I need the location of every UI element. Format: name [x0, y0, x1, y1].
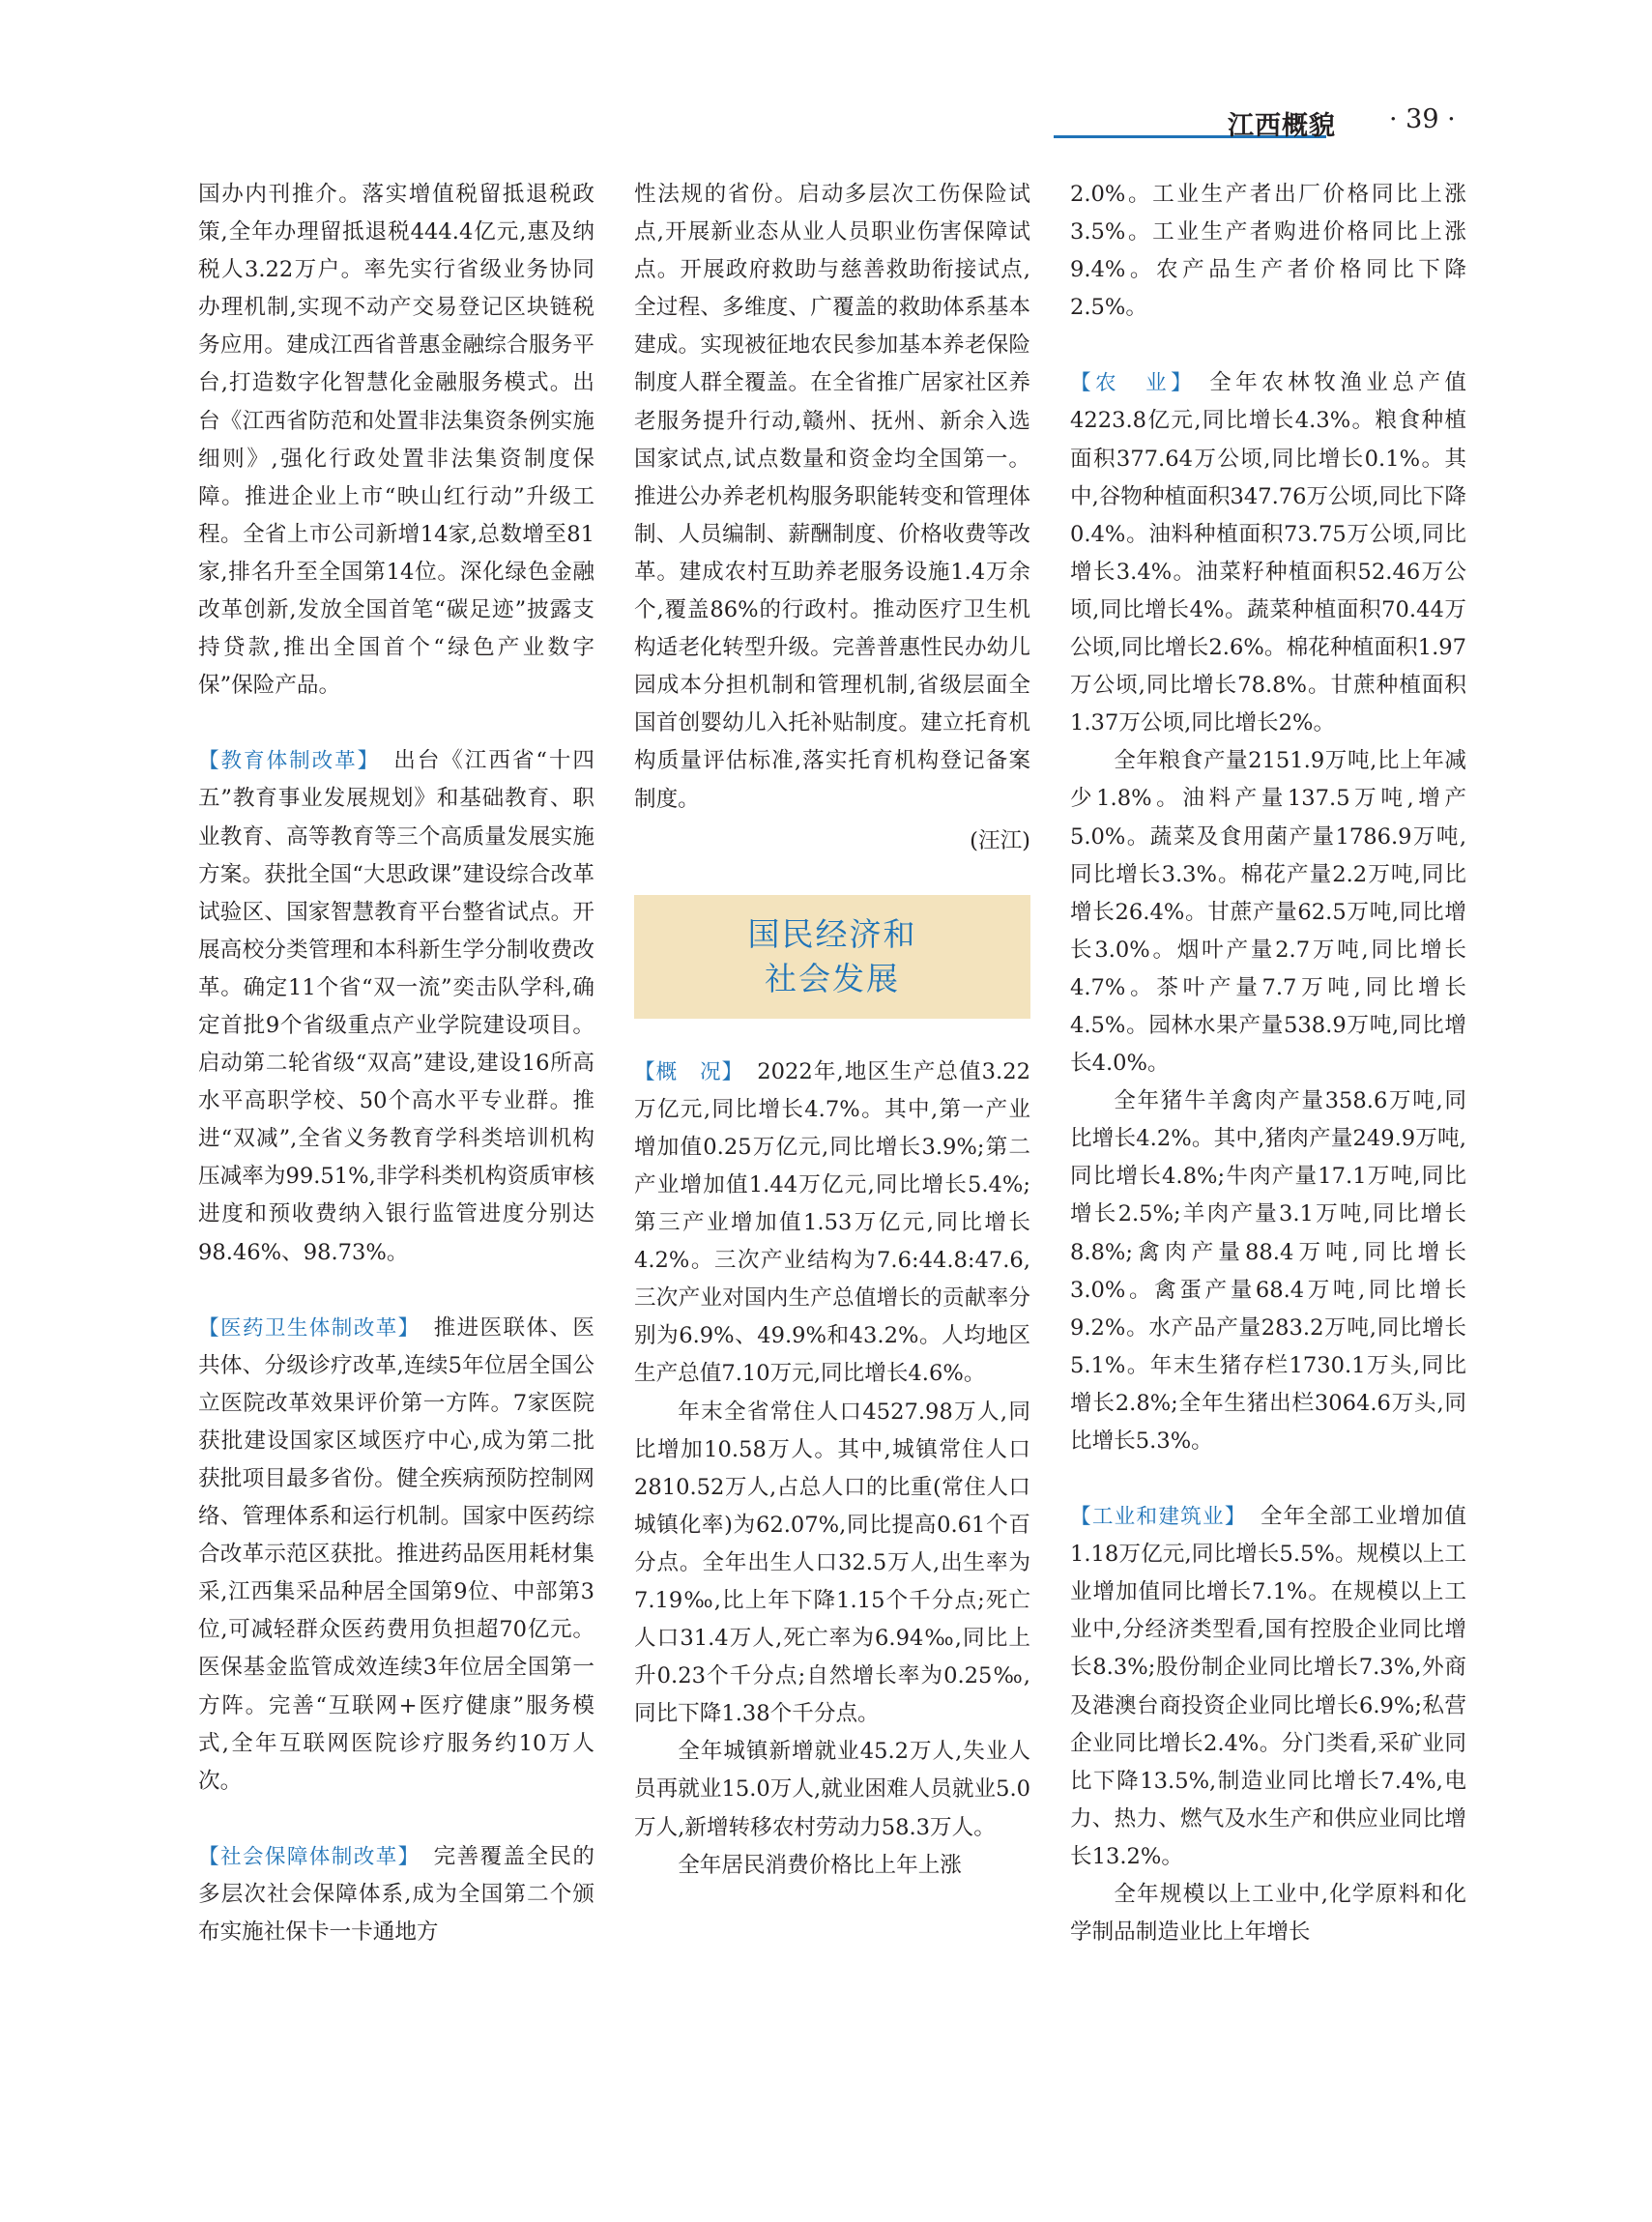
- column-2: [634, 176, 1030, 1885]
- column-1: [198, 176, 594, 1951]
- paragraph-finance-reform: 国办内刊推介。落实增值税留抵退税政策,全年办理留抵退税444.4亿元,惠及纳税人3.22万户。率先实行省级业务协同办理机制,实现不动产交易登记区块链税务应用。建成江西省普惠金融综合服务平台,打造数字化智慧化金融服务模式。出台《江西省防范和处置非法集资条例实施细则》,强化行政处置非法集资制度保障。推进企业上市“映山红行动”升级工程。全省上市公司新增14家,总数增至81家,排名升至全国第14位。深化绿色金融改革创新,发放全国首笔“碳足迹”披露支持贷款,推出全国首个“绿色产业数字保”保险产品。: [198, 182, 594, 699]
- paragraph-grain-output: 全年粮食产量2151.9万吨,比上年减少1.8%。油料产量137.5万吨,增产5.0%。蔬菜及食用菌产量1786.9万吨,同比增长3.3%。棉花产量2.2万吨,同比增长26.4%。甘蔗产量62.5万吨,同比增长3.0%。烟叶产量2.7万吨,同比增长4.7%。茶叶产量7.7万吨,同比增长4.5%。园林水果产量538.9万吨,同比增长4.0%。: [1070, 748, 1466, 1077]
- page-number: · 39 ·: [1389, 104, 1456, 134]
- paragraph-population: 年末全省常住人口4527.98万人,同比增加10.58万人。其中,城镇常住人口2810.52万人,占总人口的比重(常住人口城镇化率)为62.07%,同比提高0.61个百分点。全年出生人口32.5万人,出生率为7.19‰,比上年下降1.15个千分点;死亡人口31.4万人,死亡率为6.94‰,同比上升0.23个千分点;自然增长率为0.25‰,同比下降1.38个千分点。: [634, 1399, 1030, 1727]
- paragraph-meat-output: 全年猪牛羊禽肉产量358.6万吨,同比增长4.2%。其中,猪肉产量249.9万吨,同比增长4.8%;牛肉产量17.1万吨,同比增长2.5%;羊肉产量3.1万吨,同比增长8.8%;禽肉产量88.4万吨,同比增长3.0%。禽蛋产量68.4万吨,同比增长9.2%。水产品产量283.2万吨,同比增长5.1%。年末生猪存栏1730.1万头,同比增长2.8%;全年生猪出栏3064.6万头,同比增长5.3%。: [1070, 1088, 1466, 1454]
- section-tag-education: 【教育体制改革】: [198, 749, 381, 774]
- paragraph-employment: 全年城镇新增就业45.2万人,失业人员再就业15.0万人,就业困难人员就业5.0万人,新增转移农村劳动力58.3万人。: [634, 1739, 1030, 1840]
- paragraph-social-security-cont: 性法规的省份。启动多层次工伤保险试点,开展新业态从业人员职业伤害保障试点。开展政府救助与慈善救助衔接试点,全过程、多维度、广覆盖的救助体系基本建成。实现被征地农民参加基本养老保险制度人群全覆盖。在全省推广居家社区养老服务提升行动,赣州、抚州、新余入选国家试点,试点数量和资金均全国第一。推进公办养老机构服务职能转变和管理体制、人员编制、薪酬制度、价格收费等改革。建成农村互助养老服务设施1.4万余个,覆盖86%的行政村。推动医疗卫生机构适老化转型升级。完善普惠性民办幼儿园成本分担机制和管理机制,省级层面全国首创婴幼儿入托补贴制度。建立托育机构质量评估标准,落实托育机构登记备案制度。: [634, 182, 1030, 812]
- section-tag-industry: 【工业和建筑业】: [1070, 1505, 1247, 1530]
- author-signature: (汪江): [970, 827, 1030, 853]
- column-3: [1070, 176, 1466, 1951]
- education-text: 出台《江西省“十四五”教育事业发展规划》和基础教育、职业教育、高等教育等三个高质量发展实施方案。获批全国“大思政课”建设综合改革试验区、国家智慧教育平台整省试点。开展高校分类管理和本科新生学分制收费改革。确定11个省“双一流”奕击队学科,确定首批9个省级重点产业学院建设项目。启动第二轮省级“双高”建设,建设16所高水平高职学校、50个高水平专业群。推进“双减”,全省义务教育学科类培训机构压减率为99.51%,非学科类机构资质审核进度和预收费纳入银行监管进度分别达98.46%、98.73%。: [198, 748, 594, 1265]
- chapter-title-line2: 社会发展: [765, 959, 900, 997]
- medical-text: 推进医联体、医共体、分级诊疗改革,连续5年位居全国公立医院改革效果评价第一方阵。7家医院获批建设国家区域医疗中心,成为第二批获批项目最多省份。健全疾病预防控制网络、管理体系和运行机制。国家中医药综合改革示范区获批。推进药品医用耗材集采,江西集采品种居全国第9位、中部第3位,可减轻群众医药费用负担超70亿元。医保基金监管成效连续3年位居全国第一方阵。完善“互联网+医疗健康”服务模式,全年互联网医院诊疗服务约10万人次。: [198, 1314, 594, 1794]
- industry-text: 全年全部工业增加值1.18万亿元,同比增长5.5%。规模以上工业增加值同比增长7.1%。在规模以上工业中,分经济类型看,国有控股企业同比增长8.3%;股份制企业同比增长7.3%,外商及港澳台商投资企业同比增长6.9%;私营企业同比增长2.4%。分门类看,采矿业同比下降13.5%,制造业同比增长7.4%,电力、热力、燃气及水生产和供应业同比增长13.2%。: [1070, 1504, 1466, 1869]
- section-education-reform: [198, 742, 594, 1271]
- section-overview: [634, 1053, 1030, 1394]
- overview-text: 2022年,地区生产总值3.22万亿元,同比增长4.7%。其中,第一产业增加值0.25万亿元,同比增长3.9%;第二产业增加值1.44万亿元,同比增长5.4%;第三产业增加值1.53万亿元,同比增长4.2%。三次产业结构为7.6:44.8:47.6,三次产业对国内生产总值增长的贡献率分别为6.9%、49.9%和43.2%。人均地区生产总值7.10万元,同比增长4.6%。: [634, 1058, 1030, 1387]
- section-tag-overview: 【概 况】: [634, 1059, 744, 1084]
- section-industry: [1070, 1498, 1466, 1876]
- social-security-text: 完善覆盖全民的多层次社会保障体系,成为全国第二个颁布实施社保卡一卡通地方: [198, 1843, 594, 1946]
- section-tag-medical: 【医药卫生体制改革】: [198, 1315, 420, 1341]
- paragraph-cpi: 全年居民消费价格比上年上涨: [678, 1852, 962, 1878]
- section-social-security-reform: [198, 1838, 594, 1951]
- section-tag-social-security: 【社会保障体制改革】: [198, 1844, 420, 1869]
- agriculture-text: 全年农林牧渔业总产值4223.8亿元,同比增长4.3%。粮食种植面积377.64万公顷,同比增长0.1%。其中,谷物种植面积347.76万公顷,同比下降0.4%。油料种植面积73.75万公顷,同比增长3.4%。油菜籽种植面积52.46万公顷,同比增长4%。蔬菜种植面积70.44万公顷,同比增长2.6%。棉花种植面积1.97万公顷,同比增长78.8%。甘蔗种植面积1.37万公顷,同比增长2%。: [1070, 370, 1466, 736]
- section-tag-agriculture: 【农 业】: [1070, 371, 1197, 396]
- paragraph-chemical-industry: 全年规模以上工业中,化学原料和化学制品制造业比上年增长: [1070, 1882, 1466, 1946]
- section-medical-reform: [198, 1310, 594, 1801]
- running-header-title: 江西概貌: [1228, 111, 1336, 141]
- paragraph-prices: 2.0%。工业生产者出厂价格同比上涨3.5%。工业生产者购进价格同比上涨9.4%。农产品生产者价格同比下降2.5%。: [1070, 182, 1466, 321]
- chapter-title-line1: 国民经济和: [747, 914, 917, 953]
- chapter-banner: [634, 895, 1030, 1019]
- section-agriculture: [1070, 364, 1466, 742]
